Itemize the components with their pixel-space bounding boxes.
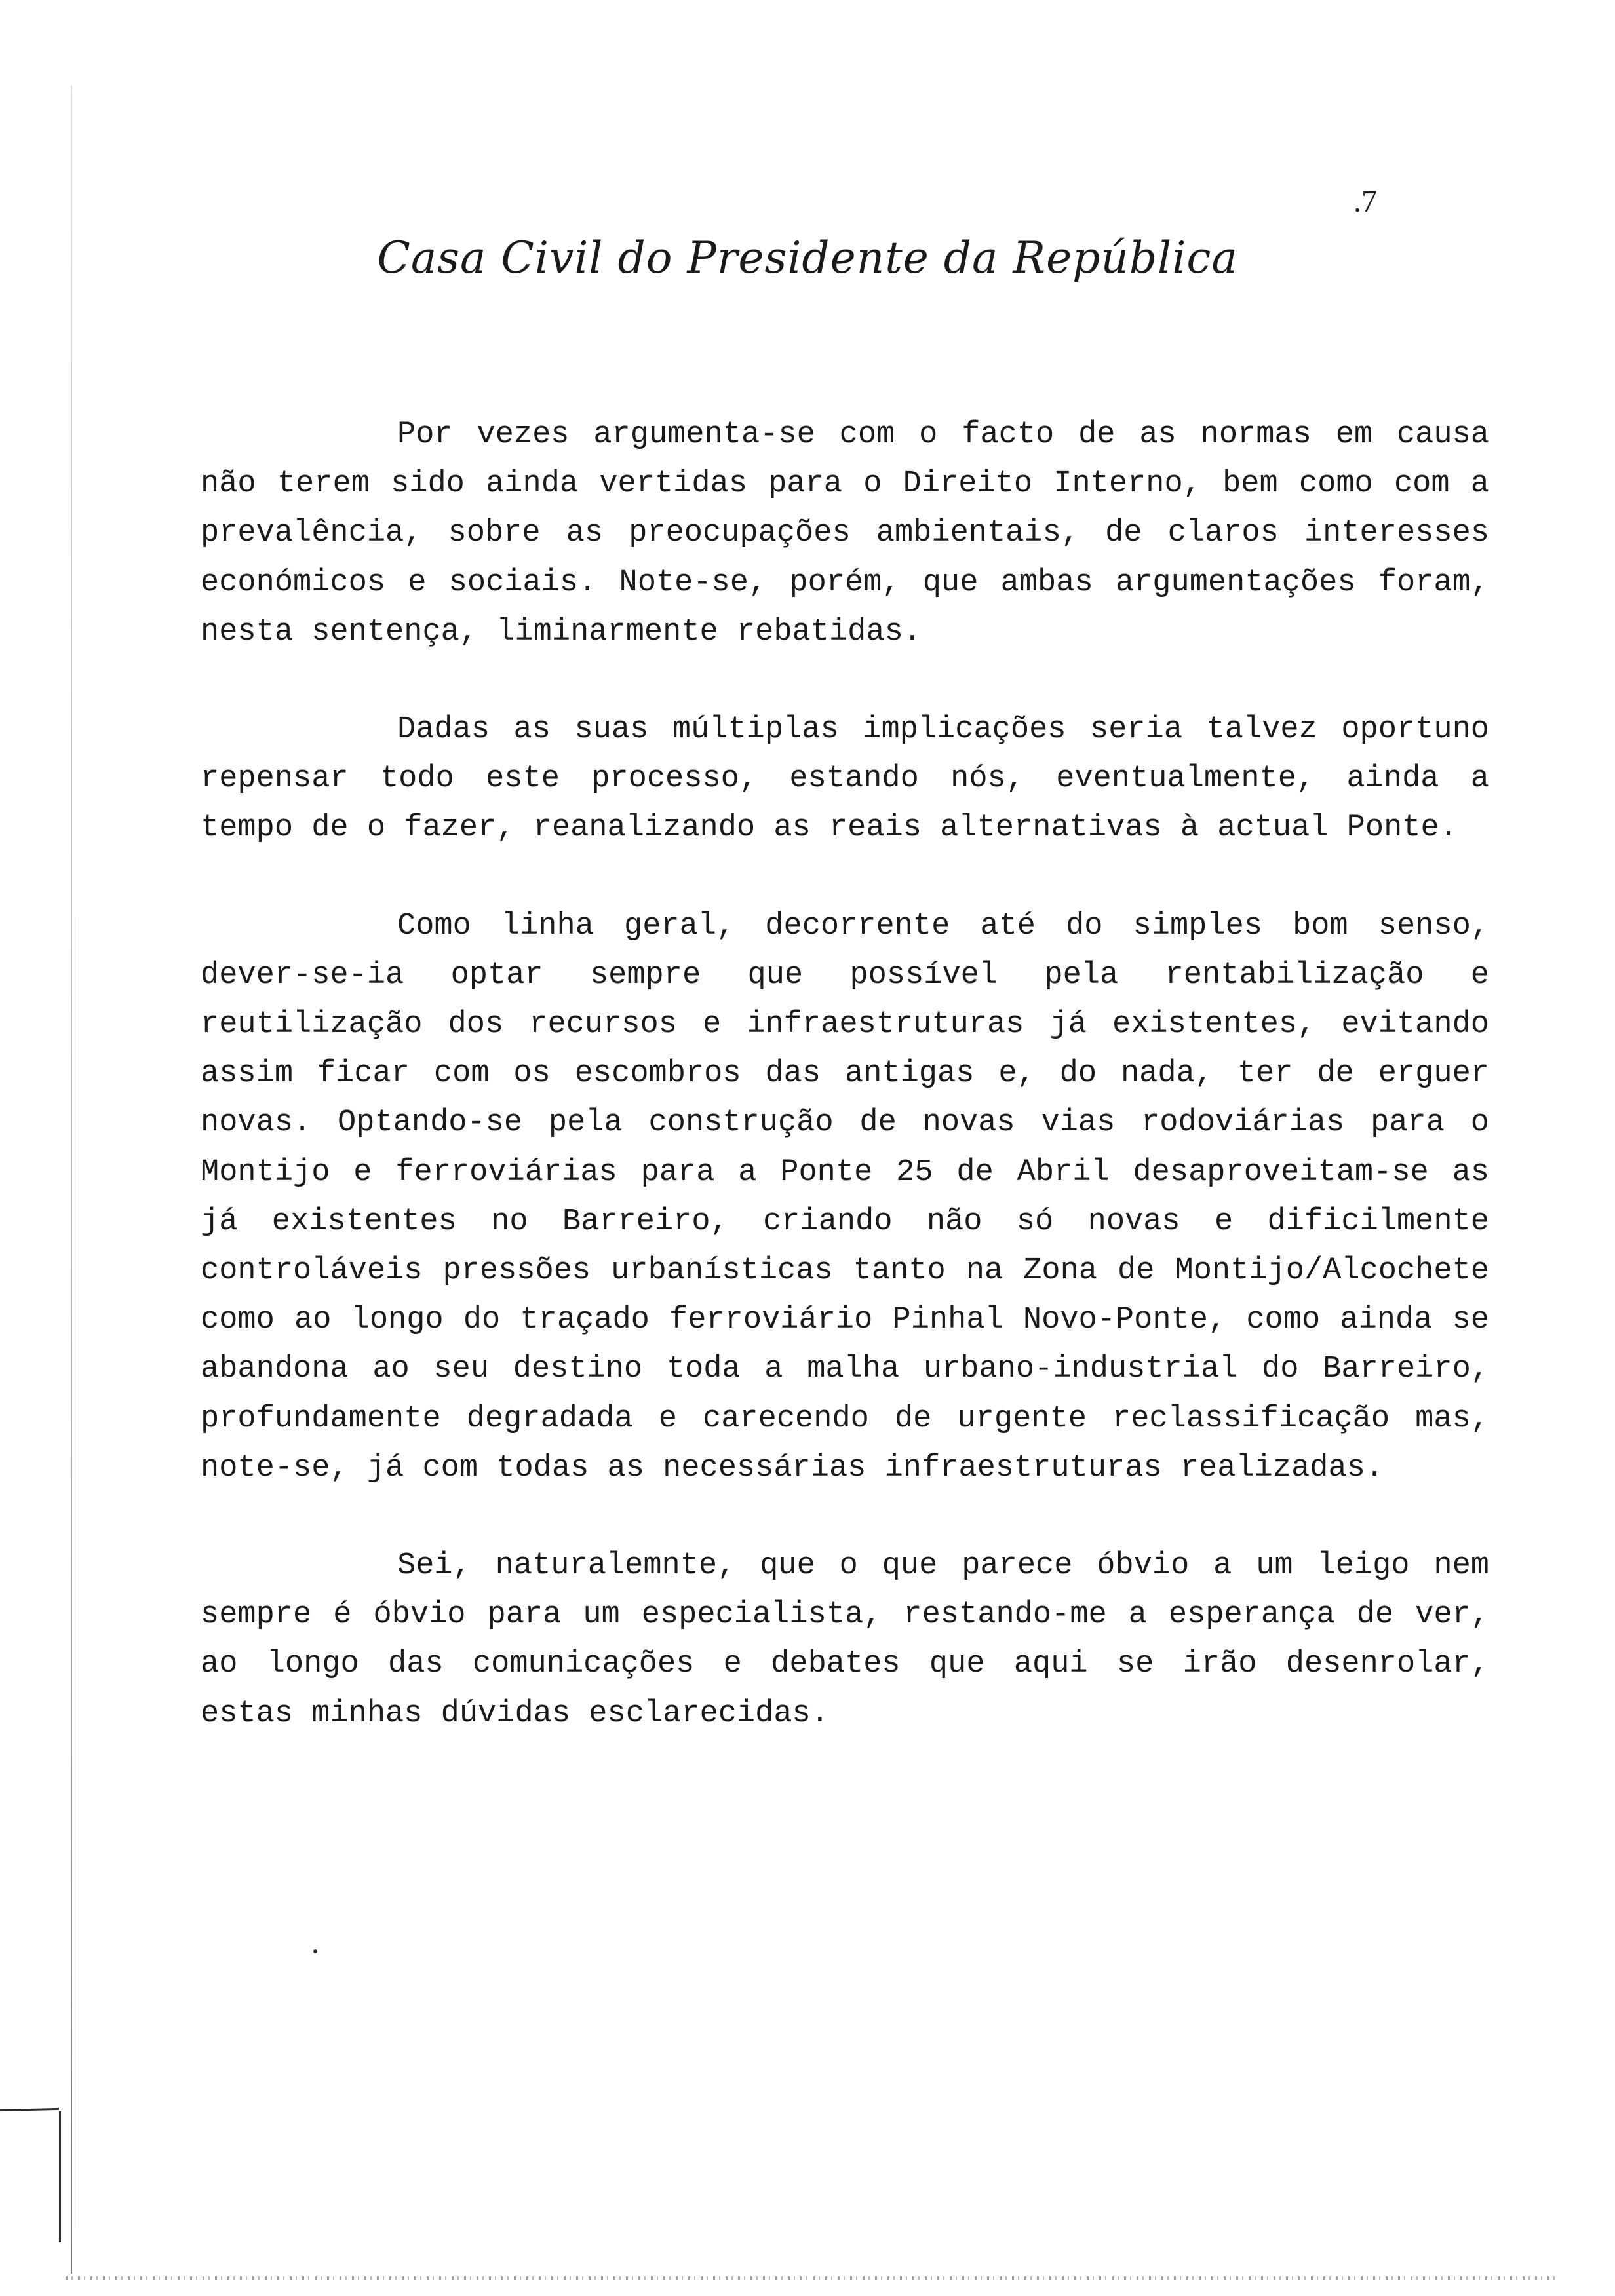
letterhead: Casa Civil do Presidente da República [377, 233, 1238, 283]
paragraph-2: Dadas as suas múltiplas implicações seria talvez oportuno repensar todo este processo, estando nós, eventualmente, ainda a tempo de o fazer, reanalizando as reais alternativas à actual Ponte. [201, 712, 1489, 846]
body-text [201, 410, 1489, 1787]
paragraph-3: Como linha geral, decorrente até do simples bom senso, dever-se-ia optar sempre que possível pela rentabilização e reutilização dos recursos e infraestruturas já existentes, evitando assim ficar com os escombros das antigas e, do nada, ter de erguer novas. Optando-se pela construção de novas vias rodoviárias para o Montijo e ferroviárias para a Ponte 25 de Abril desaproveitam-se as já existentes no Barreiro, criando não só novas e dificilmente controláveis pressões urbanísticas tanto na Zona de Montijo/Alcochete como ao longo do traçado ferroviário Pinhal Novo-Ponte, como ainda se abandona ao seu destino toda a malha urbano-industrial do Barreiro, profundamente degradada e carecendo de urgente reclassificação mas, note-se, já com todas as necessárias infraestruturas realizadas. [201, 908, 1489, 1485]
scan-corner-mark-vertical [59, 2111, 61, 2242]
page-number: .7 [1353, 184, 1377, 219]
paragraph-4: Sei, naturalemnte, que o que parece óbvio a um leigo nem sempre é óbvio para um especialista, restando-me a esperança de ver, ao longo das comunicações e debates que aqui se irão desenrolar, estas minhas dúvidas esclarecidas. [201, 1548, 1489, 1731]
scan-speck [313, 1949, 317, 1953]
scan-edge-line [71, 85, 72, 2274]
scan-corner-mark [0, 2108, 59, 2111]
paragraph-1: Por vezes argumenta-se com o facto de as normas em causa não terem sido ainda vertidas para o Direito Interno, bem como com a prevalência, sobre as preocupações ambientais, de claros interesses económicos e sociais. Note-se, porém, que ambas argumentações foram, nesta sentença, liminarmente rebatidas. [201, 417, 1489, 649]
scan-bottom-noise [66, 2276, 1560, 2280]
